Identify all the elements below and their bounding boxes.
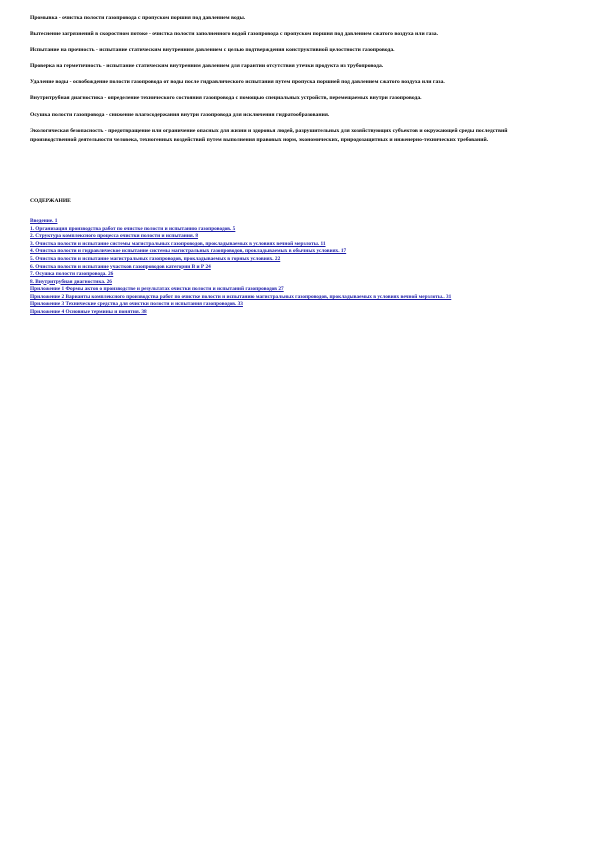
- toc-item: [30, 271, 545, 279]
- toc-item: [30, 301, 545, 309]
- toc-item: [30, 264, 545, 272]
- toc-link-section-3[interactable]: 3. Очистка полости и испытание системы магистральных газопроводов, прокладываемых в условиях вечной мерзлоты. 11: [30, 240, 326, 247]
- toc-item: [30, 248, 545, 256]
- toc-heading: СОДЕРЖАНИЕ: [30, 198, 71, 205]
- toc-item: [30, 286, 545, 294]
- definition-displacement: Вытеснение загрязнений в скоростном потоке - очистка полости заполненного водой газопровода с пропуском поршня под давлением сжатого воздуха или газа.: [30, 31, 438, 38]
- toc-item: [30, 294, 545, 302]
- definition-inline-inspection: Внутритрубная диагностика - определение технического состояния газопровода с помощью специальных устройств, перемещаемых внутри газопровода.: [30, 95, 422, 102]
- toc-link-section-6[interactable]: 6. Очистка полости и испытание участков газопроводов категории В и Р 24: [30, 263, 211, 270]
- toc-item: [30, 256, 545, 264]
- toc-link-introduction[interactable]: Введение. 1: [30, 218, 58, 225]
- definition-ecological-safety: Экологическая безопасность - предотвращение или ограничение опасных для жизни и здоровья людей, разрушительных для хозяйствующих субъектов и окружающей среды последствий производственной деятельности человека, техногенных воздействий путем выполнения правовых норм, экономических, природозащитных и инженерно-технических требований.: [30, 127, 508, 143]
- toc-link-section-2[interactable]: 2. Структура комплексного процесса очистки полости и испытания. 8: [30, 233, 199, 240]
- table-of-contents: [30, 218, 545, 316]
- toc-link-appendix-4[interactable]: Приложение 4 Основные термины и понятия. 38: [30, 308, 147, 315]
- definition-strength-test: Испытание на прочность - испытание статическим внутренним давлением с целью подтверждения конструктивной целостности газопровода.: [30, 47, 395, 54]
- definition-flushing: Промывка - очистка полости газопровода с пропуском поршня под давлением воды.: [30, 15, 246, 21]
- toc-link-section-5[interactable]: 5. Очистка полости и испытание магистральных газопроводов, прокладываемых в горных условиях. 22: [30, 255, 281, 262]
- toc-item: [30, 226, 545, 234]
- toc-link-section-1[interactable]: 1. Организация производства работ по очистке полости и испытанию газопроводов. 5: [30, 225, 236, 232]
- toc-item: [30, 218, 545, 226]
- definition-drying: Осушка полости газопровода - снижение влагосодержания внутри газопровода для исключения гидратообразования.: [30, 111, 330, 118]
- definition-water-removal: Удаление воды - освобождение полости газопровода от воды после гидравлического испытания путем пропуска поршней под давлением сжатого воздуха или газа.: [30, 79, 445, 86]
- toc-item: [30, 233, 545, 241]
- toc-link-appendix-3[interactable]: Приложение 3 Технические средства для очистки полости и испытания газопроводов. 33: [30, 301, 243, 308]
- toc-link-section-7[interactable]: 7. Осушка полости газопровода. 26: [30, 271, 114, 278]
- definition-leak-test: Проверка на герметичность - испытание статическим внутренним давлением для гарантии отсутствия утечки продукта из трубопровода.: [30, 63, 384, 70]
- toc-link-appendix-2[interactable]: Приложение 2 Варианты комплексного производства работ по очистке полости и испытанию магистральных газопроводов, прокладываемых в условиях вечной мерзлоты.. 31: [30, 293, 452, 300]
- toc-link-appendix-1[interactable]: Приложение 1 Формы актов о производстве и результатах очистки полости и испытаний газопроводов 27: [30, 286, 284, 293]
- document-page: [30, 14, 545, 316]
- toc-link-section-4[interactable]: 4. Очистка полости и гидравлическое испытание системы магистральных газопроводов, прокладываемых в обычных условиях. 17: [30, 248, 347, 255]
- toc-item: [30, 309, 545, 317]
- toc-link-section-8[interactable]: 8. Внутритрубная диагностика. 26: [30, 278, 112, 285]
